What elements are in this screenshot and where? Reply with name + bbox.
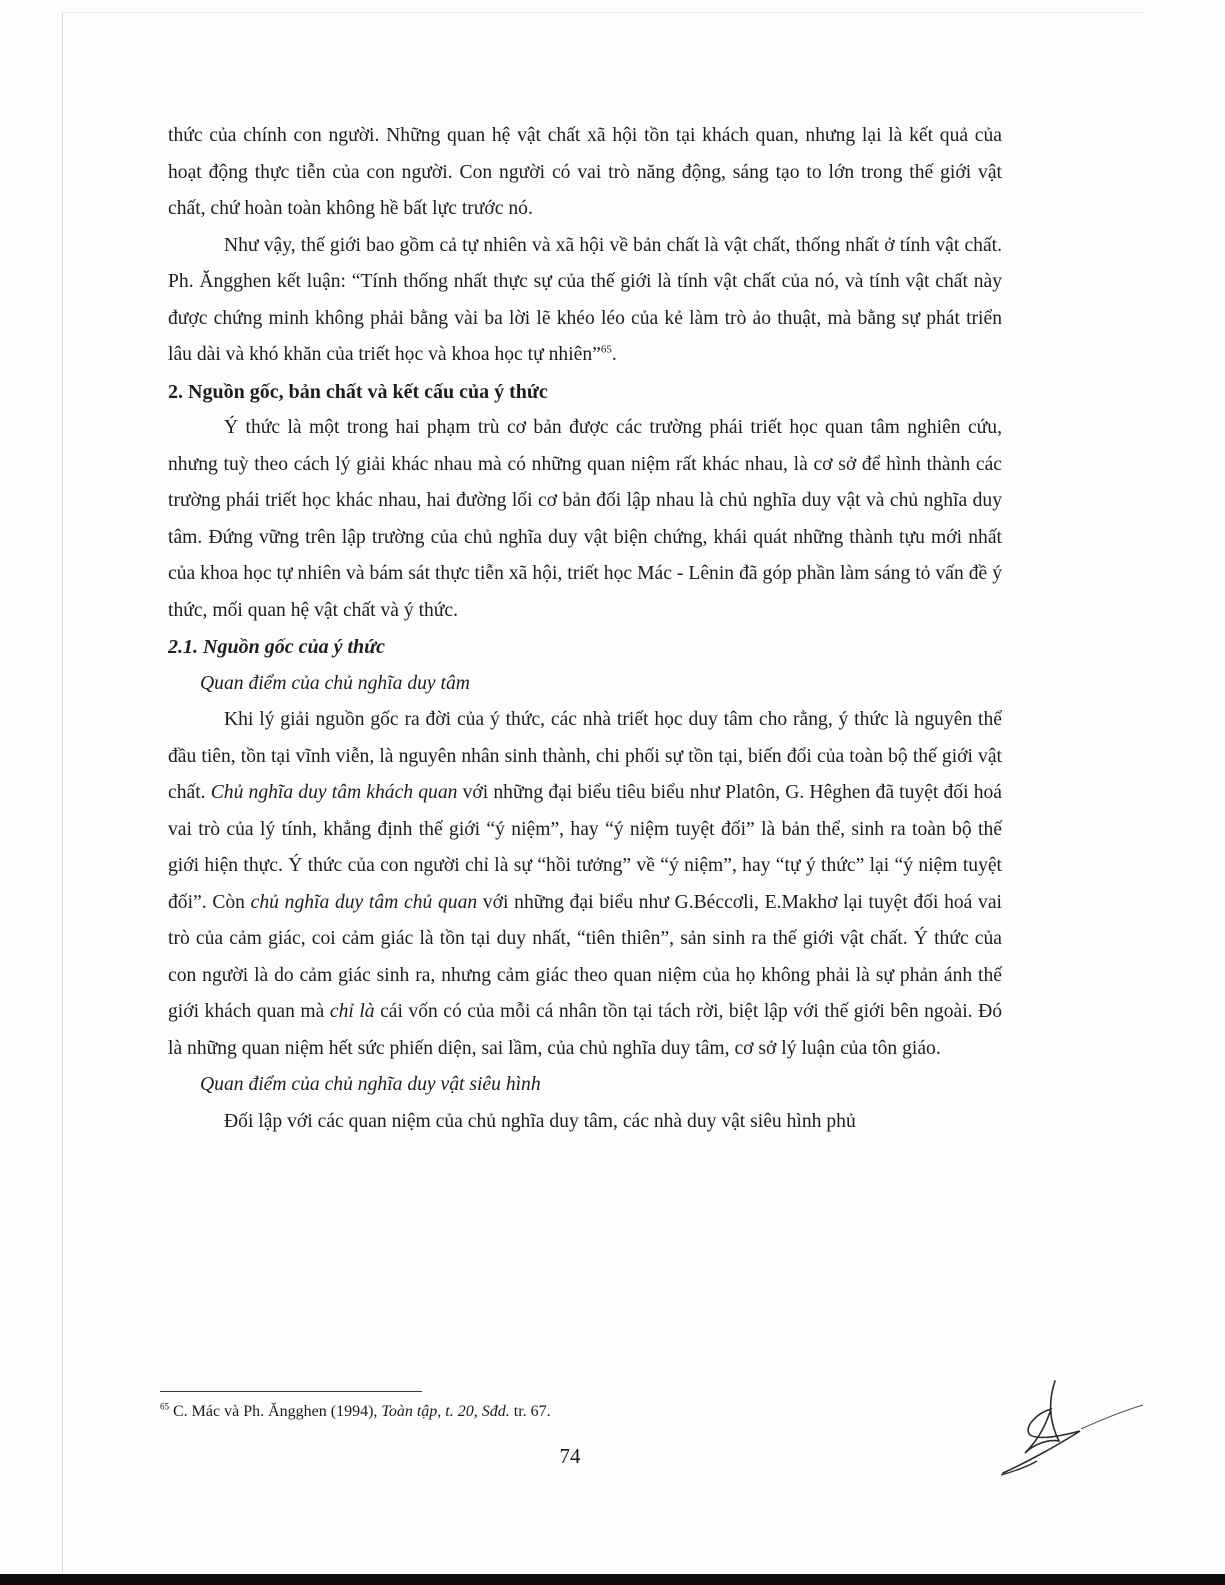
footnote-title: Toàn tập, t. 20, Sđd.: [381, 1403, 510, 1420]
paragraph-text: với những đại biểu tiêu biểu như Platôn, G. Hêghen đã tuyệt đối hoá vai trò của lý tính, khẳng định thế giới “ý niệm”, hay “ý niệm tuyệt đối” là bản thể, sinh ra toàn bộ thế giới hiện thực. Ý thức của con người chỉ là sự “hồi tưởng” về “ý niệm”, hay “tự ý thức” lại “ý niệm tuyệt đối”. Còn: [168, 782, 1002, 913]
footnote-divider: [160, 1391, 422, 1392]
paragraph-text: với những đại biểu như G.Béccơli, E.Makhơ lại tuyệt đối hoá vai trò của cảm giác, coi cảm giác là tồn tại duy nhất, “tiên thiên”, sản sinh ra thế giới vật chất. Ý thức của con người là do cảm giác sinh ra, nhưng cảm giác theo quan niệm của họ không phải là sự phản ánh thế giới khách quan mà: [168, 891, 1002, 1022]
italic-term: Chủ nghĩa duy tâm khách quan: [210, 782, 458, 803]
footnote: [160, 1402, 920, 1422]
scan-edge-top: [62, 12, 1142, 13]
page-number: 74: [559, 1444, 581, 1468]
paragraph: Đối lập với các quan niệm của chủ nghĩa duy tâm, các nhà duy vật siêu hình phủ: [224, 1110, 856, 1132]
italic-term: chỉ là: [329, 1001, 375, 1022]
section-heading: 2. Nguồn gốc, bản chất và kết cấu của ý thức: [168, 380, 548, 403]
subsection-heading: 2.1. Nguồn gốc của ý thức: [168, 636, 385, 658]
footnote-ref: 65: [600, 343, 612, 356]
paragraph: [168, 228, 1002, 374]
italic-term: chủ nghĩa duy tâm chủ quan: [250, 891, 478, 913]
signature-icon: [985, 1375, 1145, 1485]
footnote-number: 65: [160, 1401, 169, 1412]
subsection-subtitle: Quan điểm của chủ nghĩa duy vật siêu hình: [200, 1074, 541, 1095]
scan-edge-bottom: [0, 1574, 1225, 1585]
paragraph: Ý thức là một trong hai phạm trù cơ bản được các trường phái triết học quan tâm nghiên cứu, nhưng tuỳ theo cách lý giải khác nhau mà có những quan niệm rất khác nhau, là cơ sở để hình thành các trường phái triết học khác nhau, hai đường lối cơ bản đối lập nhau là chủ nghĩa duy vật và chủ nghĩa duy tâm. Đứng vững trên lập trường của chủ nghĩa duy vật biện chứng, khái quát những thành tựu mới nhất của khoa học tự nhiên và bám sát thực tiễn xã hội, triết học Mác - Lênin đã góp phần làm sáng tỏ vấn đề ý thức, mối quan hệ vật chất và ý thức.: [168, 417, 1002, 621]
paragraph-end: .: [611, 344, 617, 365]
subsection-subtitle: Quan điểm của chủ nghĩa duy tâm: [200, 672, 470, 694]
paragraph: thức của chính con người. Những quan hệ vật chất xã hội tồn tại khách quan, nhưng lại là kết quả của hoạt động thực tiễn của con người. Con người có vai trò năng động, sáng tạo to lớn trong thế giới vật chất, chứ hoàn toàn không hề bất lực trước nó.: [168, 125, 1002, 219]
footnote-text: tr. 67.: [509, 1403, 551, 1420]
footnote-text: C. Mác và Ph. Ăngghen (1994),: [169, 1403, 382, 1420]
paragraph-text: Như vậy, thế giới bao gồm cả tự nhiên và xã hội về bản chất là vật chất, thống nhất ở tính vật chất. Ph. Ăngghen kết luận: “Tính thống nhất thực sự của thế giới là tính vật chất của nó, và tính vật chất này được chứng minh không phải bằng vài ba lời lẽ khéo léo của kẻ làm trò ảo thuật, mà bằng sự phát triển lâu dài và khó khăn của triết học và khoa học tự nhiên”: [168, 234, 1002, 365]
paragraph: [168, 702, 1002, 1067]
paragraph-text: Khi lý giải nguồn gốc ra đời của ý thức, các nhà triết học duy tâm cho rằng, ý thức là nguyên thể đầu tiên, tồn tại vĩnh viễn, là nguyên nhân sinh thành, chi phối sự tồn tại, biến đổi của toàn bộ thế giới vật chất.: [168, 709, 1002, 803]
scan-edge-left: [62, 12, 63, 1572]
paragraph-text: cái vốn có của mỗi cá nhân tồn tại tách rời, biệt lập với thế giới bên ngoài. Đó là những quan niệm hết sức phiến diện, sai lầm, của chủ nghĩa duy tâm, cơ sở lý luận của tôn giáo.: [168, 1001, 1003, 1059]
body-text: [168, 118, 1002, 1140]
